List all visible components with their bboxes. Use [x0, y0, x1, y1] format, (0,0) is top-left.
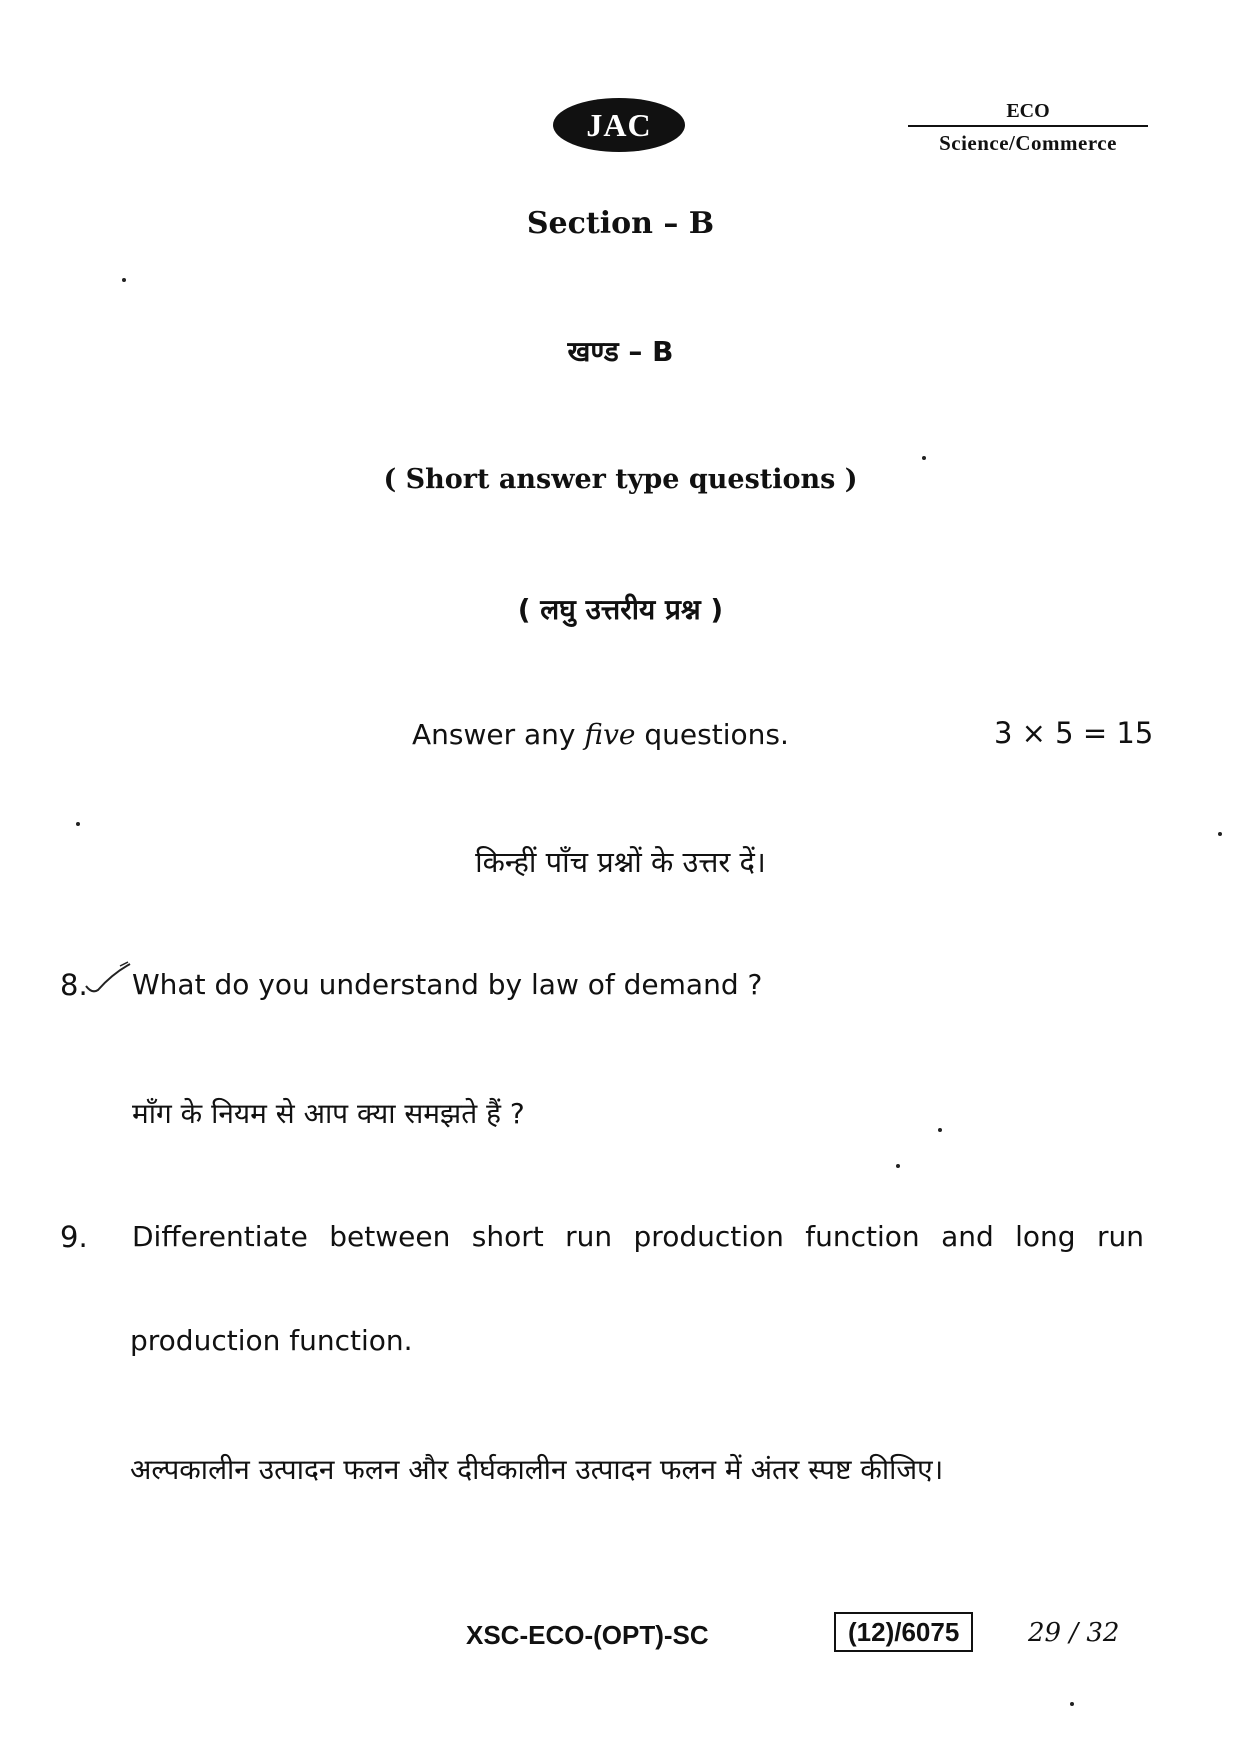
scan-speck: [122, 278, 126, 282]
instruction-part-1: Answer any: [412, 718, 585, 751]
subject-code: ECO: [1006, 100, 1050, 122]
question-9-number: 9.: [60, 1220, 88, 1254]
paper-code: XSC-ECO-(OPT)-SC: [466, 1620, 709, 1650]
subject-divider: [908, 125, 1148, 127]
set-code-box: (12)/6075: [834, 1612, 973, 1652]
logo-text: JAC: [586, 106, 652, 143]
check-mark-icon: [84, 960, 132, 1000]
question-9-text-line-2: production function.: [130, 1324, 413, 1357]
page-number: 29 / 32: [1028, 1618, 1120, 1648]
instruction: [412, 718, 789, 751]
instruction-hindi: किन्हीं पाँच प्रश्नों के उत्तर दें।: [475, 845, 766, 879]
question-8-text: What do you understand by law of demand ?: [132, 968, 763, 1001]
scan-speck: [1218, 832, 1222, 836]
marks-scheme: 3 × 5 = 15: [994, 716, 1154, 750]
instruction-emphasis: five: [584, 718, 636, 751]
instruction-part-2: questions.: [635, 718, 789, 751]
jac-logo: [553, 98, 685, 152]
scan-speck: [922, 456, 926, 460]
question-type: ( Short answer type questions ): [383, 464, 858, 495]
scan-speck: [938, 1128, 942, 1132]
section-title: Section – B: [526, 206, 715, 241]
subject-block: [908, 100, 1148, 156]
scan-speck: [896, 1164, 900, 1168]
scan-speck: [76, 822, 80, 826]
question-type-hindi: ( लघु उत्तरीय प्रश्न ): [517, 593, 724, 626]
question-9-text-hindi: अल्पकालीन उत्पादन फलन और दीर्घकालीन उत्पादन फलन में अंतर स्पष्ट कीजिए।: [130, 1453, 944, 1486]
section-title-hindi: खण्ड – B: [567, 335, 674, 368]
question-8-text-hindi: माँग के नियम से आप क्या समझते हैं ?: [132, 1097, 525, 1130]
stream-label: Science/Commerce: [939, 131, 1117, 155]
scan-speck: [1070, 1702, 1074, 1706]
question-8-number: 8.: [60, 968, 88, 1002]
question-9-text-line-1: Differentiate between short run production function and long run: [132, 1220, 1144, 1253]
